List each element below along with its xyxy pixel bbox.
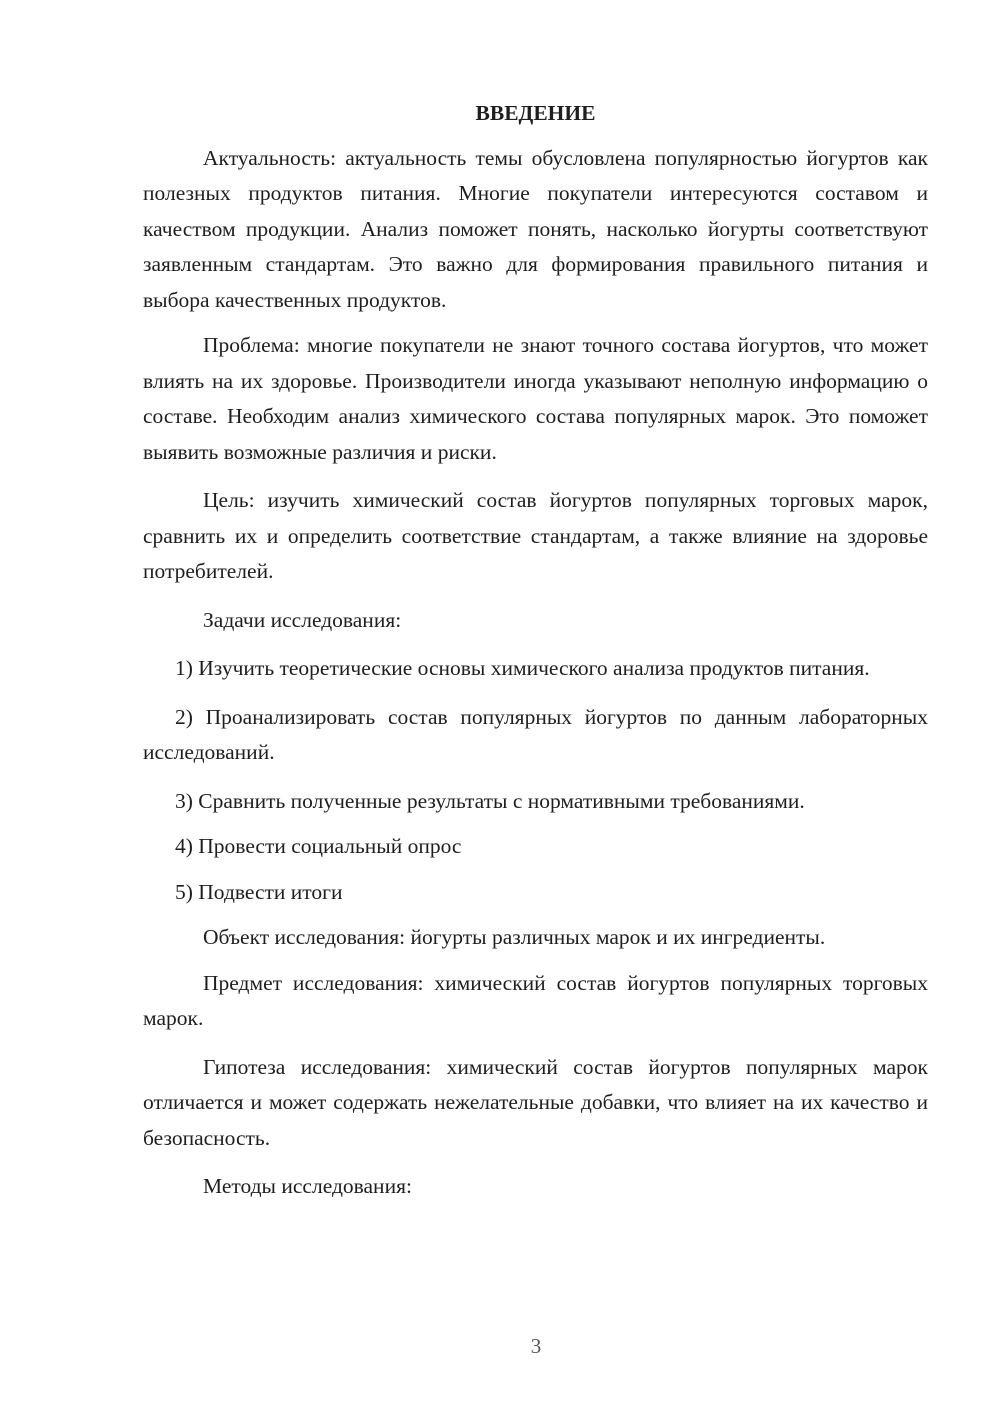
task-item-4: 4) Провести социальный опрос [175,834,462,858]
task-item-1: 1) Изучить теоретические основы химического анализа продуктов питания. [175,656,870,680]
task-item-2: 2) Проанализировать состав популярных йогуртов по данным лабораторных исследований. [143,704,928,764]
subject-paragraph: Предмет исследования: химический состав йогуртов популярных торговых марок. [143,970,928,1030]
hypothesis-paragraph: Гипотеза исследования: химический состав йогуртов популярных марок отличается и может содержать нежелательные добавки, что влияет на их качество и безопасность. [143,1054,928,1150]
page-number: 3 [530,1334,542,1358]
page-content [143,96,928,1215]
methods-title: Методы исследования: [203,1174,412,1198]
task-item-3: 3) Сравнить полученные результаты с нормативными требованиями. [175,788,805,813]
tasks-title: Задачи исследования: [203,607,402,632]
goal-paragraph: Цель: изучить химический состав йогуртов популярных торговых марок, сравнить их и определить соответствие стандартам, а также влияние на здоровье потребителей. [143,488,928,583]
problem-paragraph: Проблема: многие покупатели не знают точного состава йогуртов, что может влиять на их здоровье. Производители иногда указывают неполную информацию о составе. Необходим анализ химического состава популярных марок. Это поможет выявить возможные различия и риски. [143,333,928,464]
object-paragraph: Объект исследования: йогурты различных марок и их ингредиенты. [203,925,826,949]
page-heading: ВВЕДЕНИЕ [475,101,596,125]
relevance-paragraph: Актуальность: актуальность темы обусловлена популярностью йогуртов как полезных продуктов питания. Многие покупатели интересуются составом и качеством продукции. Анализ поможет понять, насколько йогурты соответствуют заявленным стандартам. Это важно для формирования правильного питания и выбора качественных продуктов. [143,145,928,312]
task-item-5: 5) Подвести итоги [175,879,343,904]
